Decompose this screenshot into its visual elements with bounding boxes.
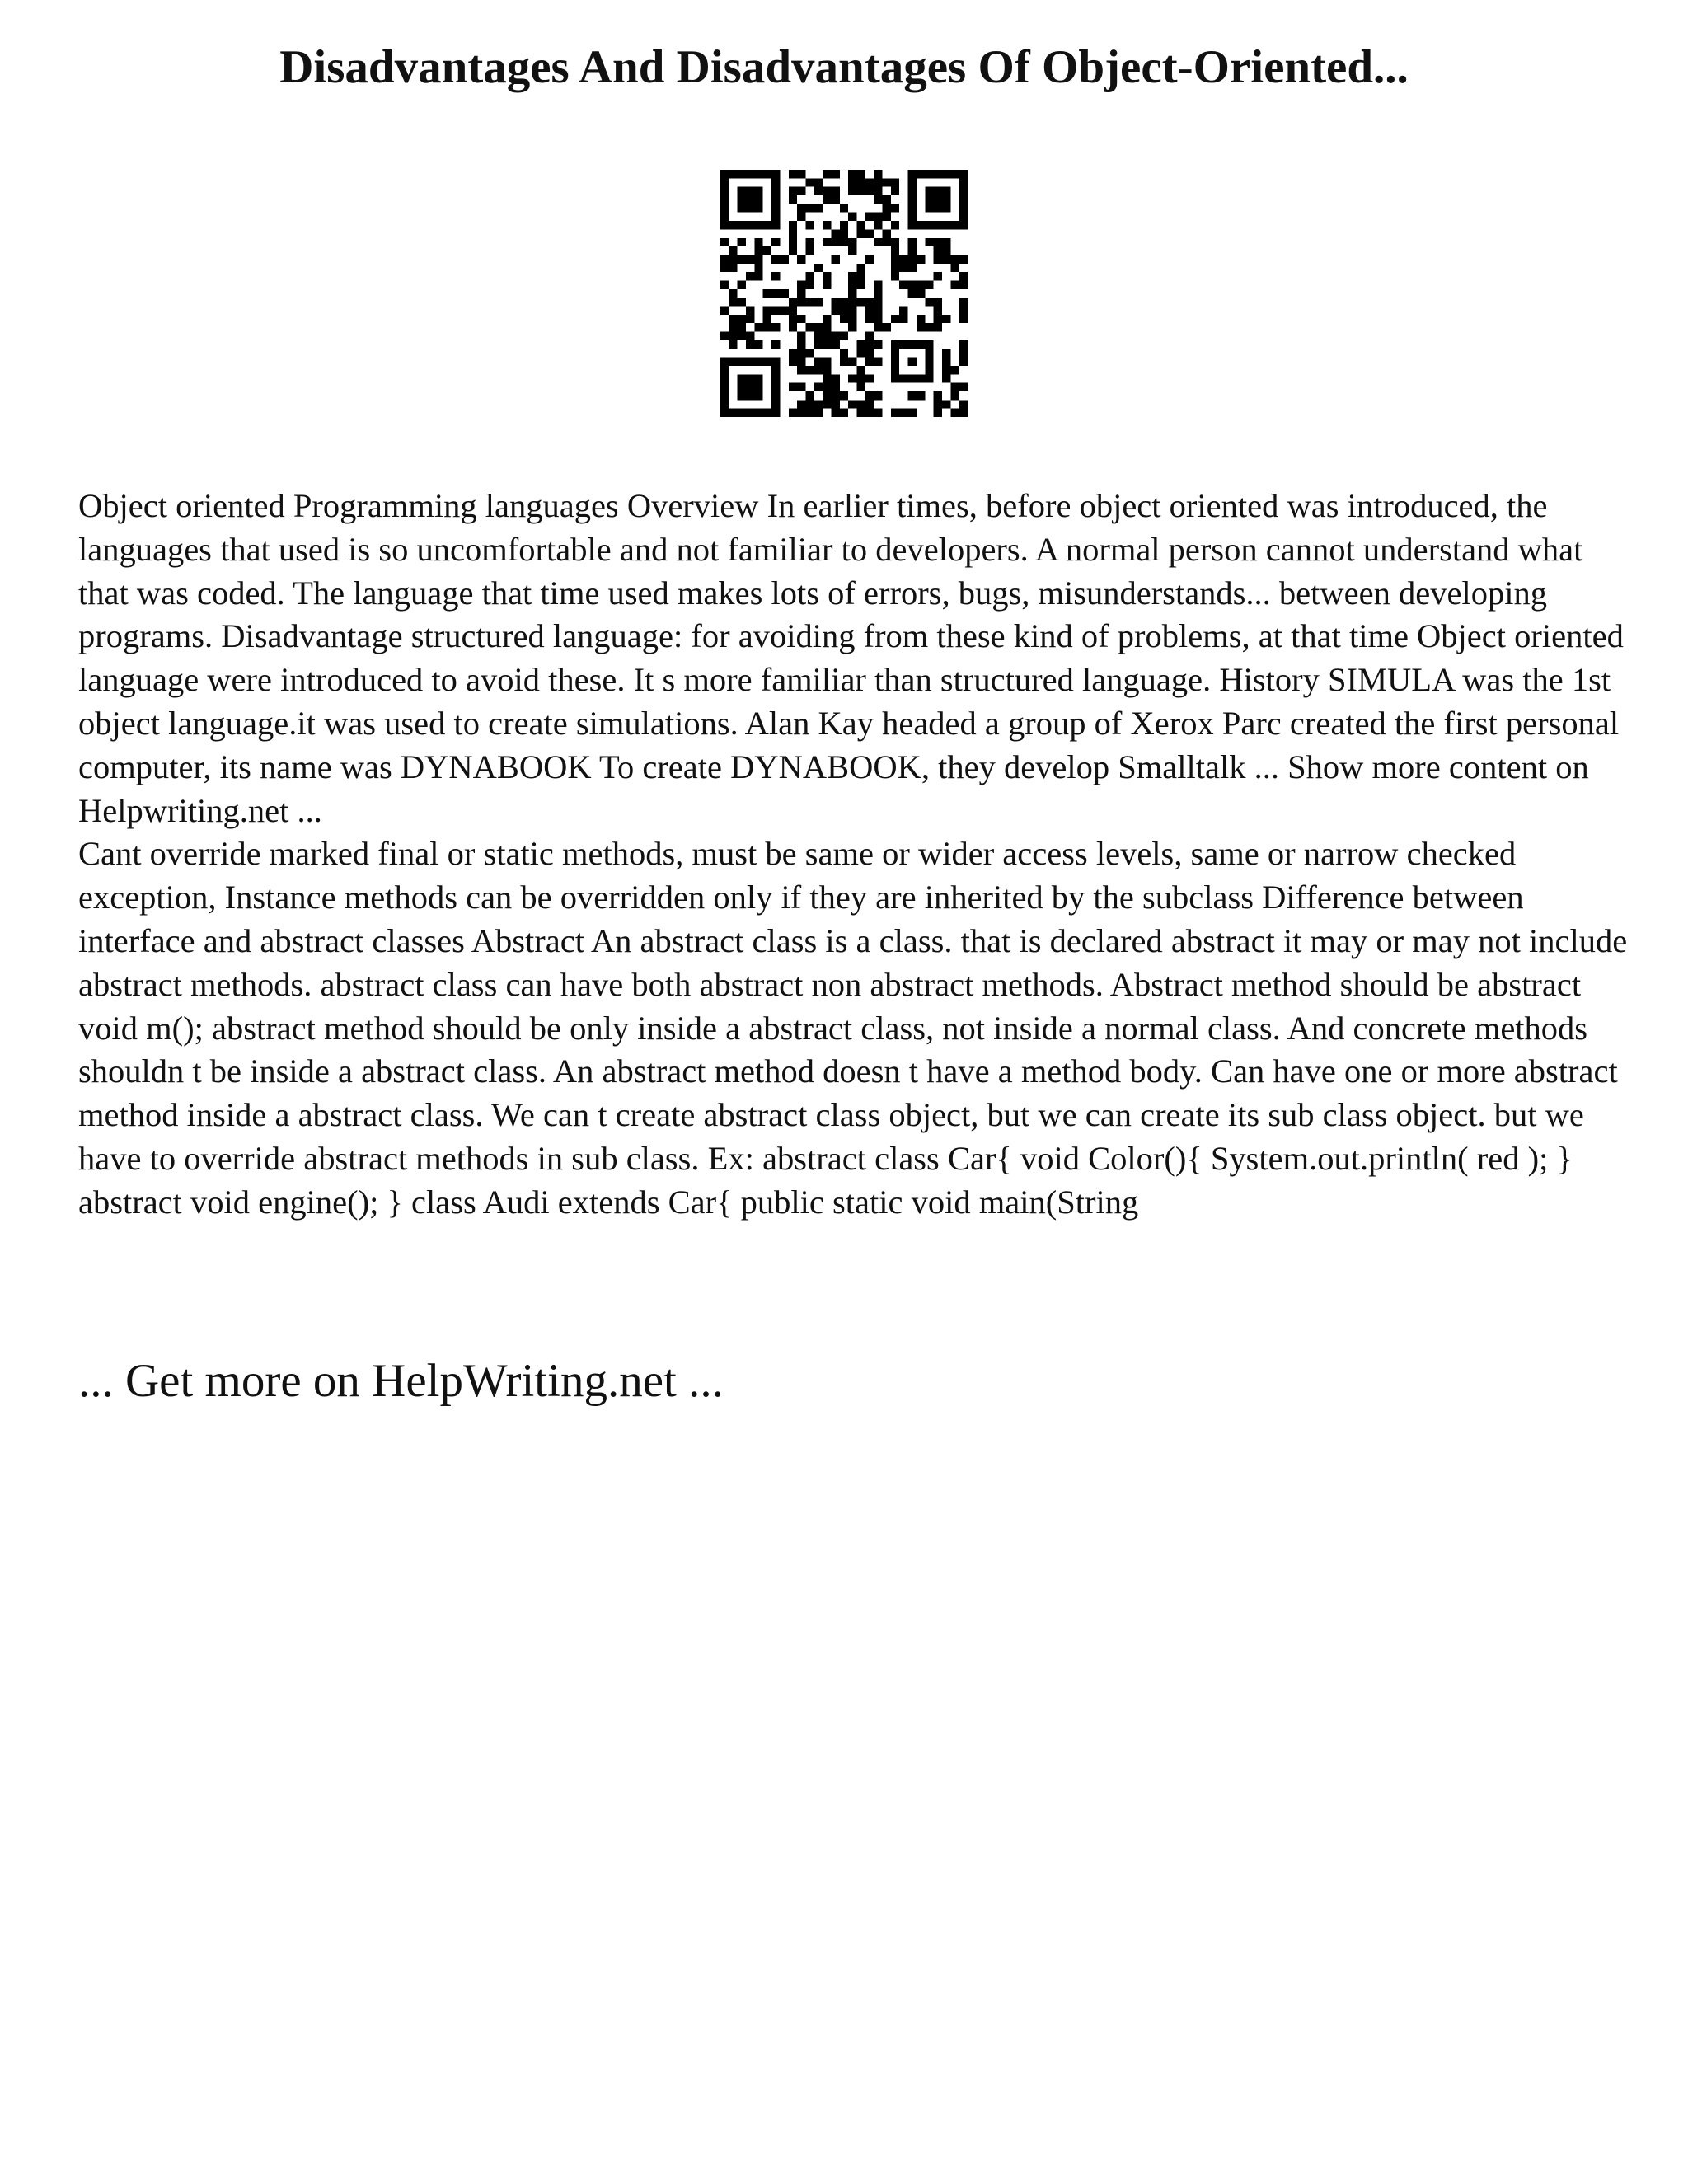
- get-more-link[interactable]: ... Get more on HelpWriting.net ...: [78, 1355, 724, 1407]
- paragraph-overview: Object oriented Programming languages Overview In earlier times, before object oriented was introduced, the languages that used is so uncomfortable and not familiar to developers. A normal person cannot understand what that was coded. The language that time used makes lots of errors, bugs, misunderstands... between developing programs. Disadvantage structured language: for avoiding from these kind of problems, at that time Object oriented language were introduced to avoid these. It s more familiar than structured language. History SIMULA was the 1st object language.it was used to create simulations. Alan Kay headed a group of Xerox Parc created the first personal computer, its name was DYNABOOK To create DYNABOOK, they develop Smalltalk ... Show more content on Helpwriting.net ...: [78, 487, 1624, 829]
- paragraph-abstract-classes: Cant override marked final or static methods, must be same or wider access levels, same or narrow checked exception, Instance methods can be overridden only if they are inherited by the subclass Difference between interface and abstract classes Abstract An abstract class is a class. that is declared abstract it may or may not include abstract methods. abstract class can have both abstract non abstract methods. Abstract method should be abstract void m(); abstract method should be only inside a abstract class, not inside a normal class. And concrete methods shouldn t be inside a abstract class. An abstract method doesn t have a method body. Can have one or more abstract method inside a abstract class. We can t create abstract class object, but we can create its sub class object. but we have to override abstract methods in sub class. Ex: abstract class Car{ void Color(){ System.out.println( red ); } abstract void engine(); } class Audi extends Car{ public static void main(String: [78, 835, 1628, 1221]
- article-body: [78, 485, 1628, 1225]
- page-title: Disadvantages And Disadvantages Of Object-Oriented...: [279, 41, 1409, 93]
- qr-code-icon: [720, 170, 968, 417]
